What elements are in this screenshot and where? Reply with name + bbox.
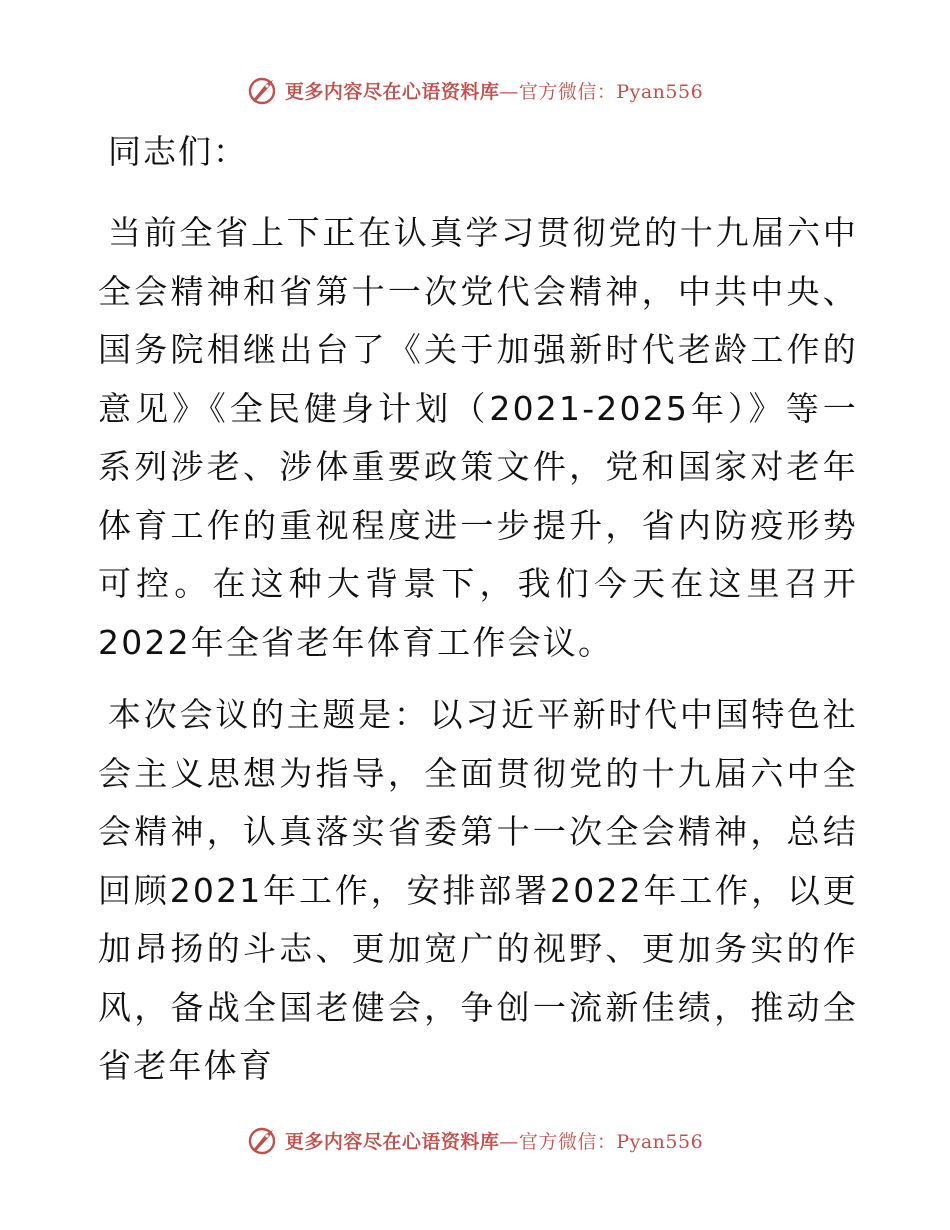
header-banner [0, 70, 950, 110]
document-body [98, 120, 858, 1110]
footer-banner-lead: 更多内容尽在心语资料库 [284, 1130, 500, 1153]
greeting: 同志们： [108, 132, 248, 171]
header-banner-text [285, 77, 703, 104]
footer-banner-text [285, 1127, 703, 1154]
footer-banner-rest: —官方微信：Pyan556 [499, 1130, 704, 1153]
pen-nib-logo-icon [247, 74, 279, 106]
header-banner-rest: —官方微信：Pyan556 [499, 80, 704, 103]
footer-banner [0, 1120, 950, 1160]
pen-nib-logo-icon [247, 1124, 279, 1156]
header-banner-lead: 更多内容尽在心语资料库 [284, 80, 500, 103]
paragraph-1: 当前全省上下正在认真学习贯彻党的十九届六中全会精神和省第十一次党代会精神，中共中央、国务院相继出台了《关于加强新时代老龄工作的意见》《全民健身计划（2021-2025年）》等一系列涉老、涉体重要政策文件，党和国家对老年体育工作的重视程度进一步提升，省内防疫形势可控。在这种大背景下，我们今天在这里召开2022年全省老年体育工作会议。 [98, 213, 858, 662]
paragraph-2: 本次会议的主题是：以习近平新时代中国特色社会主义思想为指导，全面贯彻党的十九届六中全会精神，认真落实省委第十一次全会精神，总结回顾2021年工作，安排部署2022年工作，以更加昂扬的斗志、更加宽广的视野、更加务实的作风，备战全国老健会，争创一流新佳绩，推动全省老年体育 [98, 695, 858, 1085]
